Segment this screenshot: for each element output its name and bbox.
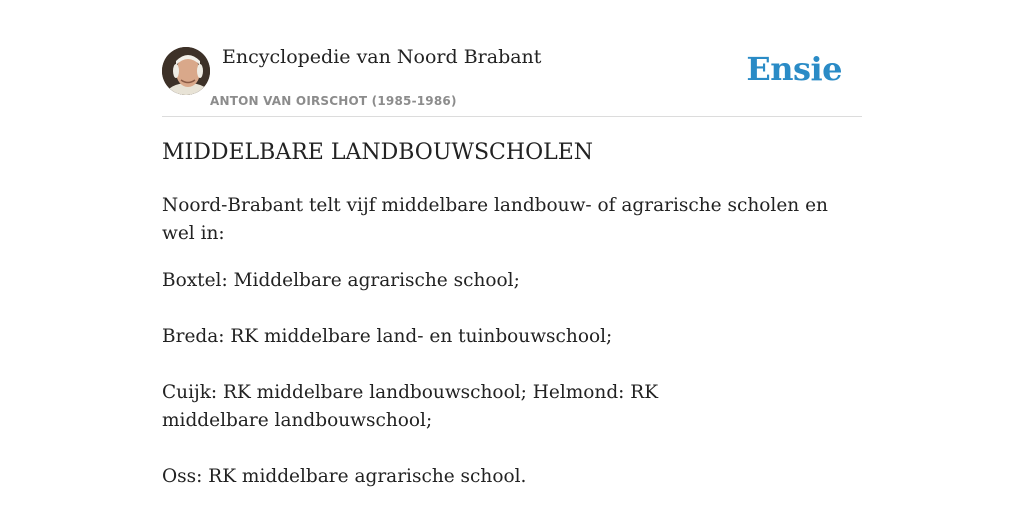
school-entry: Cuijk: RK middelbare landbouwschool; Helmond: RK middelbare landbouwschool;	[162, 382, 659, 431]
school-entry: Boxtel: Middelbare agrarische school;	[162, 270, 520, 291]
article-intro: Noord-Brabant telt vijf middelbare landbouw- of agrarische scholen en wel in:	[162, 195, 828, 244]
school-entry: Oss: RK middelbare agrarische school.	[162, 466, 527, 487]
author-name[interactable]: ANTON VAN OIRSCHOT (1985-1986)	[210, 94, 457, 108]
author-portrait-icon	[162, 47, 210, 95]
author-avatar[interactable]	[162, 47, 210, 95]
article-header	[162, 44, 862, 117]
article-body	[162, 192, 862, 512]
article-title: MIDDELBARE LANDBOUWSCHOLEN	[162, 140, 594, 165]
publication-title[interactable]: Encyclopedie van Noord Brabant	[222, 46, 542, 68]
school-entry: Breda: RK middelbare land- en tuinbouwschool;	[162, 326, 613, 347]
ensie-logo[interactable]: Ensie	[746, 50, 842, 88]
